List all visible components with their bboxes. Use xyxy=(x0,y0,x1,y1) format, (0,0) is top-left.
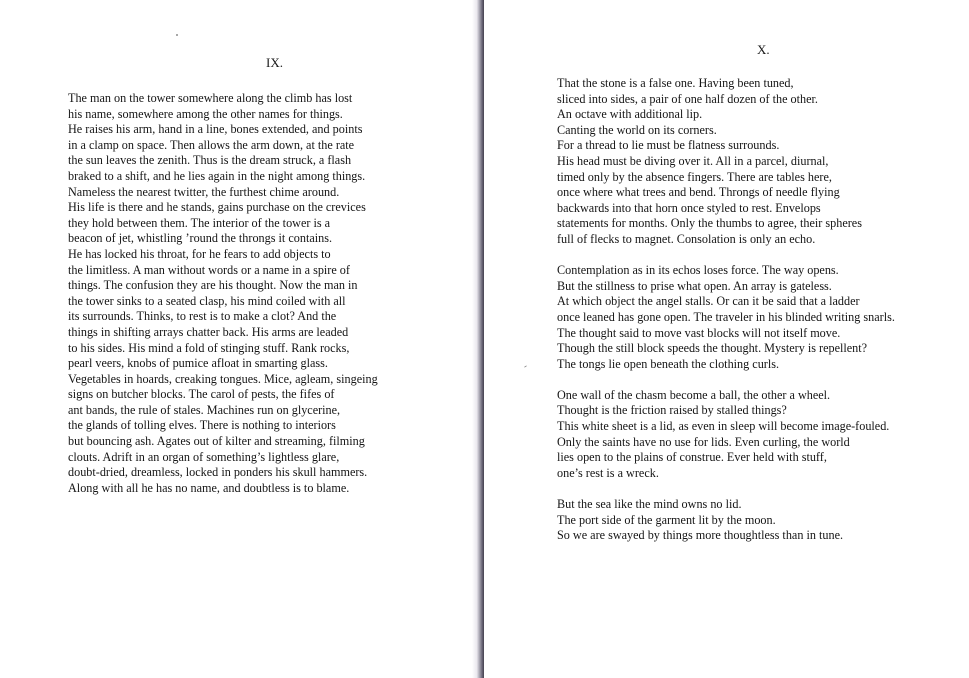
poem-line: pearl veers, knobs of pumice afloat in smarting glass. xyxy=(68,356,328,371)
poem-line: He raises his arm, hand in a line, bones extended, and points xyxy=(68,122,363,137)
poem-line: For a thread to lie must be flatness surrounds. xyxy=(557,138,780,153)
poem-line: But the stillness to prise what open. An array is gateless. xyxy=(557,278,832,293)
poem-line: doubt-dried, dreamless, locked in ponders his skull hammers. xyxy=(68,465,368,480)
poem-line: Nameless the nearest twitter, the furthest chime around. xyxy=(68,184,340,199)
poem-line: Thought is the friction raised by stalled things? xyxy=(557,403,787,418)
left-page xyxy=(0,0,478,678)
poem-line: the sun leaves the zenith. Thus is the dream struck, a flash xyxy=(68,153,352,168)
poem-line: the limitless. A man without words or a name in a spire of xyxy=(68,262,350,277)
poem-line: statements for months. Only the thumbs to agree, their spheres xyxy=(557,216,862,231)
poem-line: once leaned has gone open. The traveler in his blinded writing snarls. xyxy=(557,309,895,324)
poem-line: braked to a shift, and he lies again in the night among things. xyxy=(68,168,366,183)
poem-line: beacon of jet, whistling ’round the throngs it contains. xyxy=(68,231,333,246)
poem-line: his name, somewhere among the other names for things. xyxy=(68,106,343,121)
poem-line: The tongs lie open beneath the clothing curls. xyxy=(557,356,780,371)
poem-line: timed only by the absence fingers. There are tables here, xyxy=(557,169,832,184)
poem-line: Contemplation as in its echos loses force. The way opens. xyxy=(557,263,839,278)
page-number-right: X. xyxy=(757,42,770,57)
paper-speck xyxy=(524,365,527,367)
poem-stanza xyxy=(557,76,895,248)
poem-stanza xyxy=(557,263,895,372)
poem-line: ant bands, the rule of stales. Machines run on glycerine, xyxy=(68,402,341,417)
poem-line: The thought said to move vast blocks will not itself move. xyxy=(557,325,841,340)
poem-line: This white sheet is a lid, as even in sleep will become image-fouled. xyxy=(557,419,890,434)
poem-line: things in shifting arrays chatter back. His arms are leaded xyxy=(68,324,349,339)
poem-line: the glands of tolling elves. There is nothing to interiors xyxy=(68,418,336,433)
poem-line: its surrounds. Thinks, to rest is to make a clot? And the xyxy=(68,309,337,324)
poem-line: Canting the world on its corners. xyxy=(557,122,717,137)
paper-speck xyxy=(176,34,178,36)
poem-x xyxy=(557,76,895,544)
poem-ix xyxy=(68,91,378,496)
poem-line: clouts. Adrift in an organ of something’s lightless glare, xyxy=(68,449,340,464)
poem-line: He has locked his throat, for he fears to add objects to xyxy=(68,246,331,261)
poem-line: sliced into sides, a pair of one half dozen of the other. xyxy=(557,91,818,106)
poem-line: to his sides. His mind a fold of stinging stuff. Rank rocks, xyxy=(68,340,350,355)
poem-line: full of flecks to magnet. Consolation is only an echo. xyxy=(557,231,816,246)
poem-line: in a clamp on space. Then allows the arm down, at the rate xyxy=(68,137,355,152)
poem-stanza xyxy=(557,497,895,544)
poem-line: At which object the angel stalls. Or can it be said that a ladder xyxy=(557,294,860,309)
poem-line: backwards into that horn once styled to rest. Envelops xyxy=(557,200,821,215)
poem-line: His head must be diving over it. All in a parcel, diurnal, xyxy=(557,153,829,168)
poem-line: once where what trees and bend. Throngs of needle flying xyxy=(557,185,840,200)
poem-line: Vegetables in hoards, creaking tongues. Mice, agleam, singeing xyxy=(68,371,378,386)
page-number-left: IX. xyxy=(266,55,283,70)
right-page xyxy=(484,0,969,678)
poem-line: lies open to the plains of construe. Ever held with stuff, xyxy=(557,450,827,465)
poem-line: The port side of the garment lit by the moon. xyxy=(557,512,776,527)
poem-line: An octave with additional lip. xyxy=(557,107,703,122)
poem-line: but bouncing ash. Agates out of kilter and streaming, filming xyxy=(68,434,365,449)
poem-line: One wall of the chasm become a ball, the other a wheel. xyxy=(557,387,831,402)
poem-line: The man on the tower somewhere along the climb has lost xyxy=(68,91,353,105)
poem-line: they hold between them. The interior of the tower is a xyxy=(68,215,331,230)
poem-stanza xyxy=(557,388,895,482)
poem-line: But the sea like the mind owns no lid. xyxy=(557,497,742,512)
poem-line: Only the saints have no use for lids. Even curling, the world xyxy=(557,434,850,449)
poem-line: Along with all he has no name, and doubtless is to blame. xyxy=(68,480,350,495)
poem-line: Though the still block speeds the thought. Mystery is repellent? xyxy=(557,341,868,356)
poem-line: That the stone is a false one. Having been tuned, xyxy=(557,76,794,90)
poem-line: the tower sinks to a seated clasp, his mind coiled with all xyxy=(68,293,346,308)
poem-line: one’s rest is a wreck. xyxy=(557,465,659,480)
poem-line: So we are swayed by things more thoughtless than in tune. xyxy=(557,528,844,543)
poem-line: signs on butcher blocks. The carol of pests, the fifes of xyxy=(68,387,335,402)
poem-line: things. The confusion they are his thought. Now the man in xyxy=(68,278,358,293)
poem-line: His life is there and he stands, gains purchase on the crevices xyxy=(68,200,366,215)
